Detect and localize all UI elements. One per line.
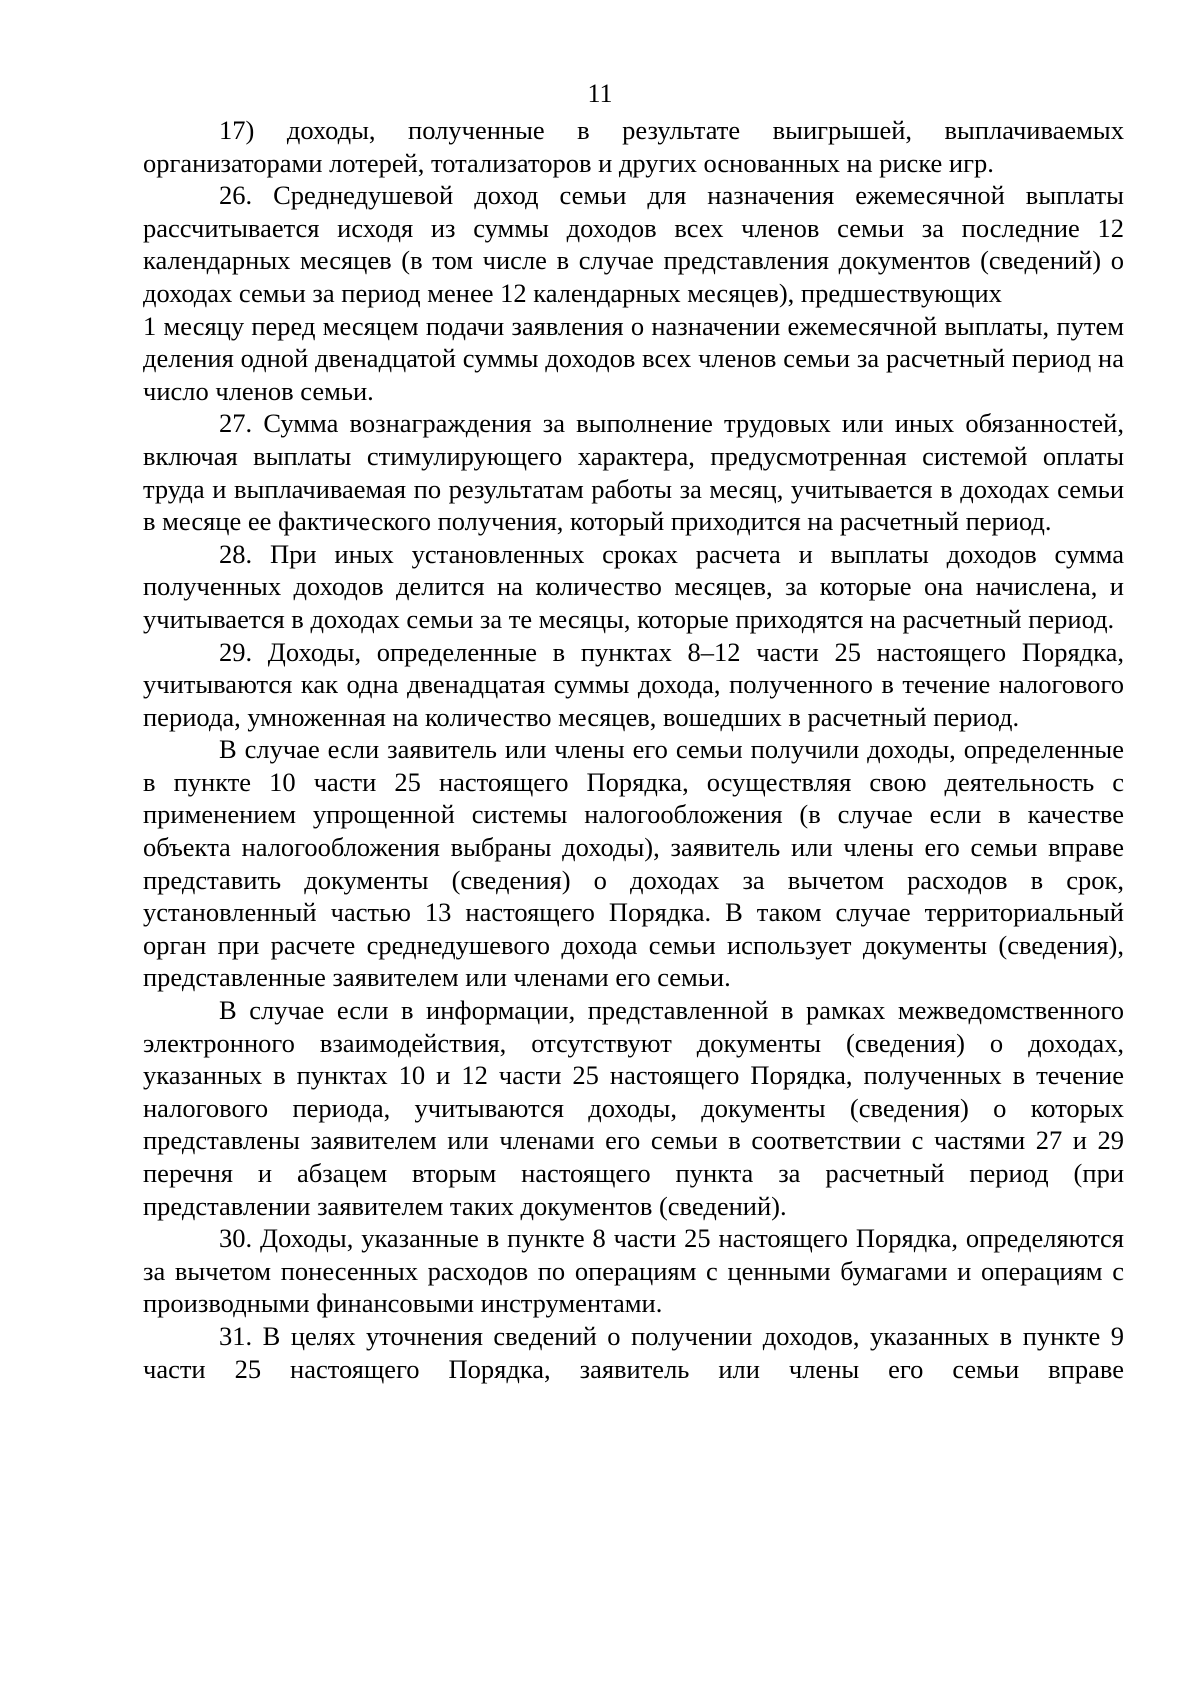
paragraph-30: 30. Доходы, указанные в пункте 8 части 25 настоящего Порядка, определяются за вычетом понесенных расходов по операциям с ценными бумагами и операциям с производными финансовыми инструментами.	[143, 1223, 1124, 1319]
paragraph-26-continuation: 1 месяцу перед месяцем подачи заявления о назначении ежемесячной выплаты, путем деления одной двенадцатой суммы доходов всех членов семьи за расчетный период на число членов семьи.	[143, 310, 1124, 406]
paragraph-31: 31. В целях уточнения сведений о получении доходов, указанных в пункте 9 части 25 настоящего Порядка, заявитель или члены его семьи вправе	[143, 1320, 1124, 1384]
paragraph-29: 29. Доходы, определенные в пунктах 8–12 части 25 настоящего Порядка, учитываются как одна двенадцатая суммы дохода, полученного в течение налогового периода, умноженная на количество месяцев, вошедших в расчетный период.	[143, 636, 1124, 732]
document-body	[143, 114, 1124, 1385]
paragraph-29-third: В случае если в информации, представленной в рамках межведомственного электронного взаимодействия, отсутствуют документы (сведения) о доходах, указанных в пунктах 10 и 12 части 25 настоящего Порядка, полученных в течение налогового периода, учитываются доходы, документы (сведения) о которых представлены заявителем или членами его семьи в соответствии с частями 27 и 29 перечня и абзацем вторым настоящего пункта за расчетный период (при представлении заявителем таких документов (сведений).	[143, 995, 1124, 1221]
paragraph-26: 26. Среднедушевой доход семьи для назначения ежемесячной выплаты рассчитывается исходя из суммы доходов всех членов семьи за последние 12 календарных месяцев (в том числе в случае представления документов (сведений) о доходах семьи за период менее 12 календарных месяцев), предшествующих	[143, 180, 1124, 308]
paragraph-item-17: 17) доходы, полученные в результате выигрышей, выплачиваемых организаторами лотерей, тотализаторов и других основанных на риске игр.	[143, 115, 1124, 178]
page-number: 11	[587, 79, 613, 108]
paragraph-28: 28. При иных установленных сроках расчета и выплаты доходов сумма полученных доходов делится на количество месяцев, за которые она начислена, и учитывается в доходах семьи за те месяцы, которые приходятся на расчетный период.	[143, 538, 1124, 634]
paragraph-29-second: В случае если заявитель или члены его семьи получили доходы, определенные в пункте 10 части 25 настоящего Порядка, осуществляя свою деятельность с применением упрощенной системы налогообложения (в случае если в качестве объекта налогообложения выбраны доходы), заявитель или члены его семьи вправе представить документы (сведения) о доходах за вычетом расходов в срок, установленный частью 13 настоящего Порядка. В таком случае территориальный орган при расчете среднедушевого дохода семьи использует документы (сведения), представленные заявителем или членами его семьи.	[143, 734, 1124, 993]
paragraph-27: 27. Сумма вознаграждения за выполнение трудовых или иных обязанностей, включая выплаты стимулирующего характера, предусмотренная системой оплаты труда и выплачиваемая по результатам работы за месяц, учитывается в доходах семьи в месяце ее фактического получения, который приходится на расчетный период.	[143, 408, 1124, 537]
